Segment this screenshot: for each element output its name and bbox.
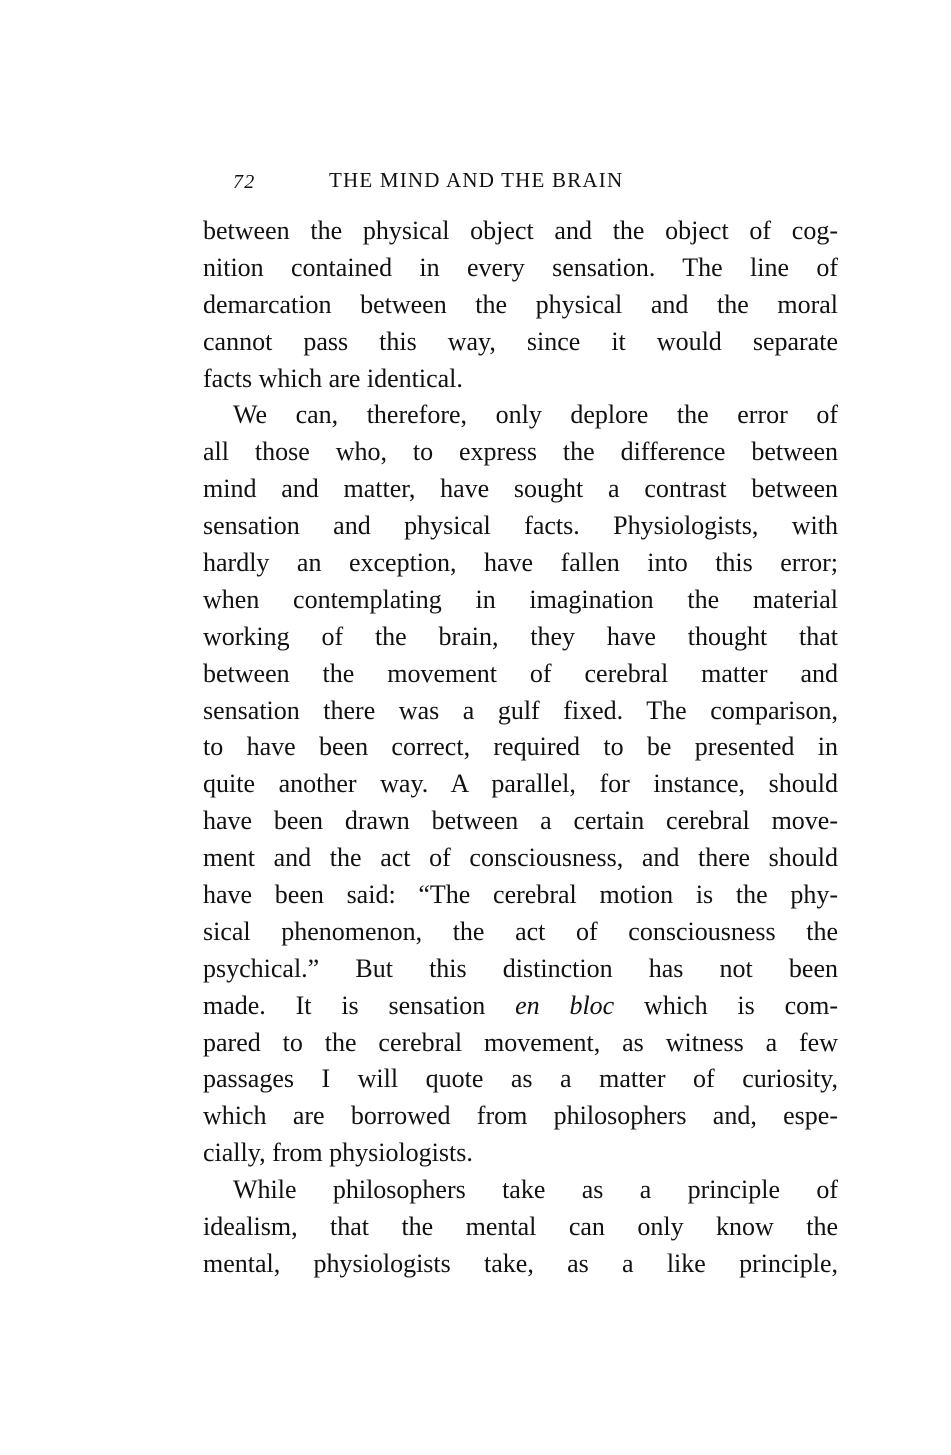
text-line: sensation there was a gulf fixed. The comparison, [203, 695, 838, 725]
text-line: to have been correct, required to be presented in [203, 732, 838, 762]
text-line: While philosophers take as a principle of [233, 1175, 838, 1205]
text-line: sensation and physical facts. Physiologists, with [203, 511, 838, 541]
text-line: passages I will quote as a matter of curiosity, [203, 1064, 838, 1094]
text-run: which is com- [614, 990, 839, 1020]
running-title: THE MIND AND THE BRAIN [329, 168, 624, 192]
text-line: cially, from physiologists. [203, 1138, 473, 1168]
text-line: between the movement of cerebral matter and [203, 658, 838, 688]
running-header [203, 168, 838, 198]
text-line: quite another way. A parallel, for instance, should [203, 769, 838, 799]
text-line: We can, therefore, only deplore the error of [233, 400, 838, 430]
text-line: hardly an exception, have fallen into this error; [203, 548, 838, 578]
italic-phrase: en bloc [515, 990, 615, 1020]
text-run: made. It is sensation [203, 990, 516, 1020]
text-line: cannot pass this way, since it would separate [203, 326, 838, 356]
body-text [203, 213, 838, 1283]
text-line: which are borrowed from philosophers and, espe- [203, 1101, 838, 1131]
page-number: 72 [233, 171, 256, 193]
text-line: between the physical object and the object of cog- [203, 216, 838, 245]
text-line: idealism, that the mental can only know the [203, 1212, 838, 1242]
text-line: pared to the cerebral movement, as witness a few [203, 1027, 838, 1057]
text-line: mental, physiologists take, as a like principle, [203, 1248, 838, 1278]
text-line: working of the brain, they have thought that [203, 621, 838, 651]
text-line: all those who, to express the difference between [203, 437, 838, 467]
text-line: psychical.” But this distinction has not been [203, 953, 838, 983]
text-line: when contemplating in imagination the material [203, 584, 838, 614]
text-line: have been drawn between a certain cerebral move- [203, 806, 838, 836]
text-line: nition contained in every sensation. The line of [203, 252, 838, 282]
text-line: ment and the act of consciousness, and there should [203, 843, 838, 873]
text-line-with-italic [203, 988, 838, 1025]
text-line: mind and matter, have sought a contrast between [203, 474, 838, 504]
text-line: demarcation between the physical and the moral [203, 289, 838, 319]
paragraph-1 [203, 213, 838, 397]
paragraph-2 [203, 397, 838, 1172]
text-line: have been said: “The cerebral motion is the phy- [203, 880, 838, 910]
text-line: facts which are identical. [203, 363, 463, 393]
paragraph-3 [203, 1172, 838, 1283]
text-line: sical phenomenon, the act of consciousness the [203, 916, 838, 946]
